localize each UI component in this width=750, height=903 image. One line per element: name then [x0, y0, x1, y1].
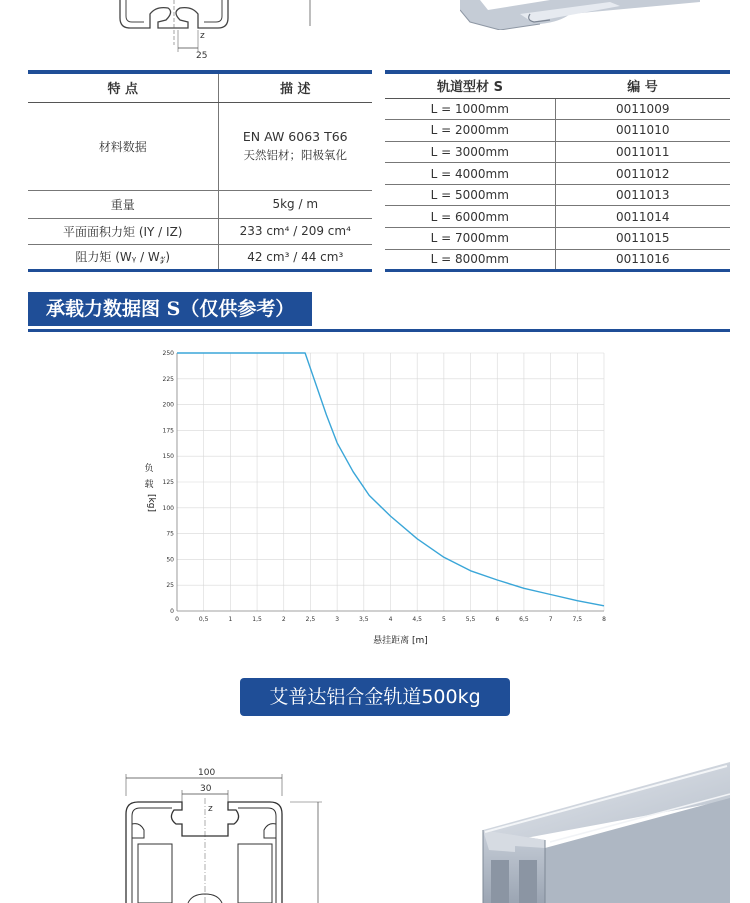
y-axis-label: 负 [144, 464, 154, 474]
top-rail-render [460, 0, 700, 30]
spec-feature-cell: 阻力矩 (Wᵧ / W𝓏) [28, 244, 218, 270]
x-tick-label: 2,5 [305, 616, 316, 623]
section-title: 承载力数据图 S（仅供参考） [28, 292, 312, 326]
rail-code-cell: 0011012 [555, 163, 730, 185]
x-tick-label: 8 [602, 616, 606, 623]
rail-code-cell: 0011014 [555, 206, 730, 228]
rail-header-code: 编 号 [555, 72, 730, 98]
x-tick-label: 3 [335, 616, 340, 623]
spec-table [28, 70, 372, 272]
bottom-rail-render [475, 760, 735, 903]
table-row [28, 102, 372, 190]
rail-length-cell: L = 8000mm [385, 249, 555, 271]
x-tick-label: 0,5 [198, 616, 209, 623]
y-tick-label: 75 [166, 530, 174, 538]
table-row [385, 206, 730, 228]
rail-code-cell: 0011015 [555, 228, 730, 250]
x-tick-label: 1 [228, 616, 233, 623]
rail-length-cell: L = 4000mm [385, 163, 555, 185]
spec-feature-cell: 材料数据 [28, 102, 218, 190]
x-tick-label: 3,5 [359, 616, 369, 623]
table-row [385, 120, 730, 142]
x-tick-label: 1,5 [252, 616, 262, 623]
x-tick-label: 5,5 [465, 616, 476, 623]
product-title: 艾普达铝合金轨道500kg [240, 678, 510, 716]
spec-header-feature: 特 点 [28, 72, 218, 102]
spec-desc-cell: 42 cm³ / 44 cm³ [247, 249, 344, 264]
table-row [28, 190, 372, 218]
bottom-profile-drawing [110, 762, 330, 903]
y-tick-label: 100 [162, 504, 174, 512]
x-tick-label: 6 [495, 616, 500, 623]
rail-length-cell: L = 7000mm [385, 228, 555, 250]
table-row [385, 228, 730, 250]
spec-feature-cell: 平面面积力矩 (IY / IZ) [28, 218, 218, 244]
table-row [385, 184, 730, 206]
x-axis-label: 悬挂距离 [m] [373, 636, 428, 646]
y-tick-label: 150 [162, 453, 174, 461]
top-profile-drawing [110, 0, 325, 60]
rail-table [385, 70, 730, 272]
x-tick-label: 4,5 [412, 616, 422, 623]
top-z-label: z [200, 31, 205, 41]
rail-code-cell: 0011013 [555, 184, 730, 206]
load-chart [135, 340, 615, 650]
dim-width-label: 100 [198, 768, 216, 778]
dim-inner-label: 30 [200, 784, 212, 794]
x-tick-label: 5 [441, 616, 446, 623]
x-tick-label: 0 [175, 616, 179, 623]
spec-header-desc: 描 述 [218, 72, 372, 102]
y-tick-label: 175 [162, 427, 174, 435]
x-tick-label: 2 [281, 616, 286, 623]
table-row [28, 218, 372, 244]
rail-length-cell: L = 6000mm [385, 206, 555, 228]
rail-code-cell: 0011016 [616, 252, 670, 267]
spec-desc-line: 天然铝材；阳极氧化 [243, 148, 347, 162]
spec-desc-line: EN AW 6063 T66 [242, 129, 348, 144]
y-tick-label: 50 [166, 556, 174, 564]
table-row [385, 98, 730, 120]
rail-length-cell: L = 5000mm [385, 184, 555, 206]
y-tick-label: 0 [170, 608, 174, 615]
top-dim-label: 25 [196, 51, 208, 60]
rail-code-cell: 0011010 [555, 120, 730, 142]
rail-code-cell: 0011011 [555, 141, 730, 163]
spec-desc-cell [218, 102, 372, 190]
bottom-z-label: z [208, 804, 213, 814]
y-axis-label: [kg] [146, 494, 156, 512]
y-tick-label: 25 [166, 582, 174, 590]
y-tick-label: 200 [162, 401, 174, 409]
rail-code-cell: 0011009 [555, 98, 730, 120]
rail-length-cell: L = 1000mm [385, 98, 555, 120]
spec-desc-cell: 5kg / m [218, 190, 372, 218]
table-row [385, 249, 730, 271]
spec-feature-cell: 重量 [28, 190, 218, 218]
y-tick-label: 125 [162, 479, 174, 486]
table-row [385, 141, 730, 163]
table-row [385, 163, 730, 185]
x-tick-label: 6,5 [519, 616, 529, 623]
spec-desc-cell: 233 cm⁴ / 209 cm⁴ [218, 218, 372, 244]
x-tick-label: 7 [548, 616, 553, 623]
section-header [28, 292, 730, 332]
rail-length-cell: L = 3000mm [385, 141, 555, 163]
rail-length-cell: L = 2000mm [385, 120, 555, 142]
y-axis-label: 载 [144, 480, 154, 490]
table-row [28, 244, 372, 270]
x-tick-label: 4 [388, 616, 393, 623]
y-tick-label: 225 [162, 375, 174, 383]
x-tick-label: 7,5 [572, 616, 583, 623]
y-tick-label: 250 [162, 350, 174, 357]
rail-header-length: 轨道型材 S [385, 72, 555, 98]
